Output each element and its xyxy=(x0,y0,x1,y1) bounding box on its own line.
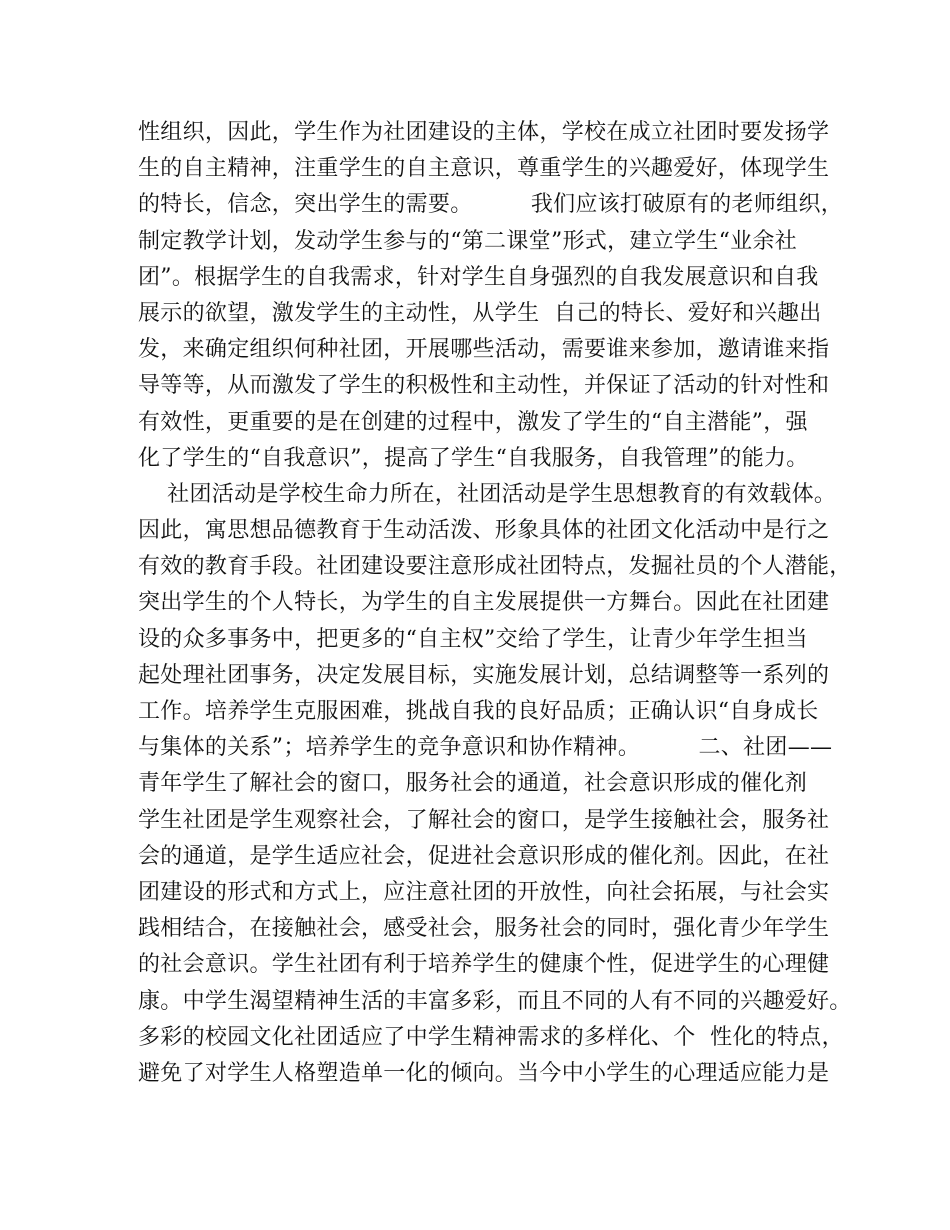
text-line: 避免了对学生人格塑造单一化的倾向。当今中小学生的心理适应能力是 xyxy=(138,1060,830,1086)
text-line: 突出学生的个人特长，为学生的自主发展提供一方舞台。因此在社团建 xyxy=(138,590,830,616)
text-line: 工作。培养学生克服困难，挑战自我的良好品质；正确认识“自身成长 xyxy=(138,699,819,724)
text-line: 学生社团是学生观察社会，了解社会的窗口，是学生接触社会，服务社 xyxy=(138,807,830,833)
text-line: 与集体的关系”；培养学生的竞争意识和协作精神。 二、社团—— xyxy=(138,735,833,761)
text-line: 导等等，从而激发了学生的积极性和主动性，并保证了活动的针对性和 xyxy=(138,373,830,399)
text-line: 起处理社团事务，决定发展目标，实施发展计划，总结调整等一系列的 xyxy=(138,662,830,688)
text-line: 会的通道，是学生适应社会，促进社会意识形成的催化剂。因此，在社 xyxy=(138,843,830,869)
text-line: 发，来确定组织何种社团，开展哪些活动，需要谁来参加，邀请谁来指 xyxy=(138,337,830,363)
text-line: 多彩的校园文化社团适应了中学生精神需求的多样化、个 性化的特点， xyxy=(138,1024,844,1050)
text-line: 化了学生的“自我意识”，提高了学生“自我服务，自我管理”的能力。 xyxy=(138,445,809,471)
text-line: 的特长，信念，突出学生的需要。 我们应该打破原有的老师组织， xyxy=(138,192,844,218)
text-line: 有效的教育手段。社团建设要注意形成社团特点，发掘社员的个人潜能， xyxy=(138,554,852,580)
text-line: 团建设的形式和方式上，应注意社团的开放性，向社会拓展，与社会实 xyxy=(138,879,830,905)
text-line: 生的自主精神，注重学生的自主意识，尊重学生的兴趣爱好，体现学生 xyxy=(138,156,830,182)
text-line: 因此，寓思想品德教育于生动活泼、形象具体的社团文化活动中是行之 xyxy=(138,518,830,544)
text-line: 制定教学计划，发动学生参与的“第二课堂”形式，建立学生“业余社 xyxy=(138,228,798,254)
text-line: 社团活动是学校生命力所在，社团活动是学生思想教育的有效载体。 xyxy=(138,481,837,507)
text-line: 有效性，更重要的是在创建的过程中，激发了学生的“自主潜能”，强 xyxy=(138,409,808,435)
text-line: 团”。根据学生的自我需求，针对学生自身强烈的自我发展意识和自我 xyxy=(138,264,819,290)
text-line: 践相结合，在接触社会，感受社会，服务社会的同时，强化青少年学生 xyxy=(138,916,830,942)
text-line: 青年学生了解社会的窗口，服务社会的通道，社会意识形成的催化剂 xyxy=(138,771,808,797)
body-text xyxy=(138,115,852,1092)
text-line: 康。中学生渴望精神生活的丰富多彩，而且不同的人有不同的兴趣爱好。 xyxy=(138,988,852,1014)
text-line: 设的众多事务中，把更多的“自主权”交给了学生，让青少年学生担当 xyxy=(138,626,808,652)
text-line: 展示的欲望，激发学生的主动性，从学生 自己的特长、爱好和兴趣出 xyxy=(138,300,822,326)
text-line: 的社会意识。学生社团有利于培养学生的健康个性，促进学生的心理健 xyxy=(138,952,830,978)
text-line: 性组织，因此，学生作为社团建设的主体，学校在成立社团时要发扬学 xyxy=(138,120,830,145)
